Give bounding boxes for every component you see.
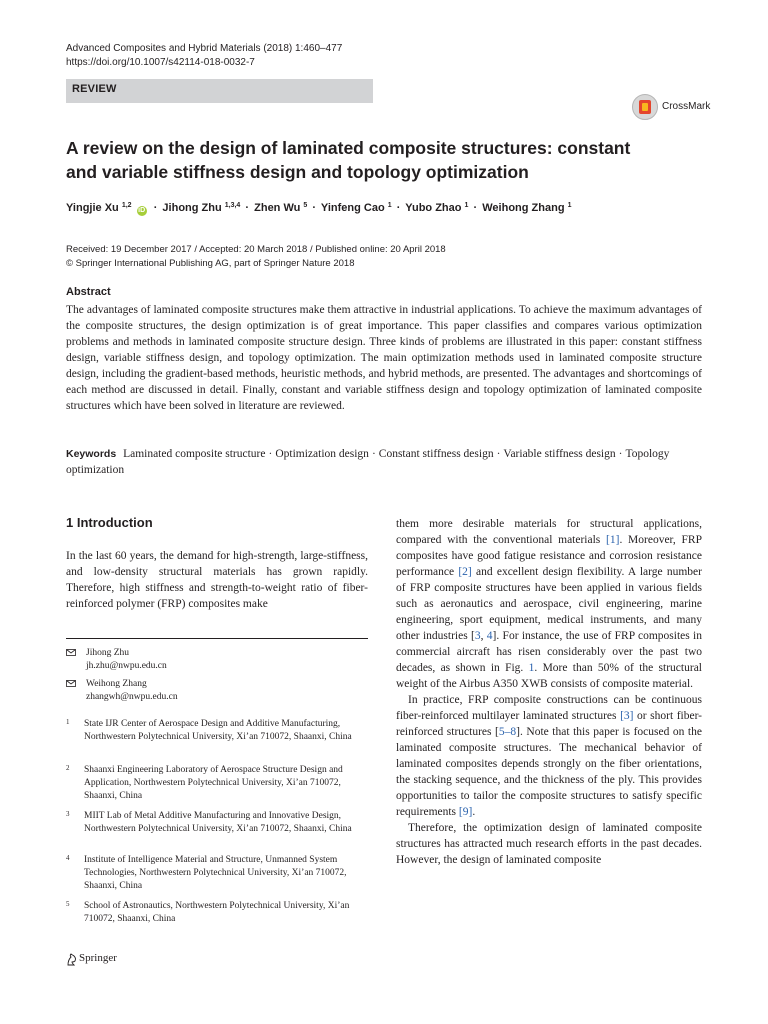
crossmark-icon xyxy=(632,94,658,120)
affiliation xyxy=(66,810,368,836)
envelope-icon xyxy=(66,649,76,656)
affiliation-text: Shaanxi Engineering Laboratory of Aerospace Structure Design and Application, Northwestern Polytechnical University, Xi’an 710072, Shaanxi, China xyxy=(84,765,343,801)
keyword: Laminated composite structure xyxy=(123,448,266,460)
keyword: Variable stiffness design xyxy=(503,448,616,460)
journal-header xyxy=(66,42,342,70)
intro-paragraph: them more desirable materials for structural applications, compared with the conventional materials [1]. Moreover, FRP composites have good fatigue resistance and corrosion resistance performance [2] and excellent design flexibility. A large number of FRP composite structures have been applied in various fields such as aeronautics and aerospace, civil engineering, marine engineering, sport equipment, medical instruments, and many other industries [3, 4]. For instance, the use of FRP composites in commercial aircraft has risen considerably over the past two decades, as shown in Fig. 1. More than 50% of the structural weight of the Airbus A350 XWB consists of composite material. xyxy=(396,518,703,690)
affiliation-text: School of Astronautics, Northwestern Polytechnical University, Xi’an 710072, Shaanxi, China xyxy=(84,901,350,924)
keyword: Optimization design xyxy=(275,448,369,460)
publisher-name: Springer xyxy=(79,952,117,964)
intro-paragraph: In practice, FRP composite constructions can be continuous fiber-reinforced multilayer laminated structures [3] or short fiber-reinforced structures [5–8]. Note that this paper is focused on the laminated composite structures. The mechanical behavior of laminated composites depends strongly on the fiber orientations, the stacking sequence, and the thickness of the ply. This provides opportunities to tailor the composite structures to satisfy specific requirements [9]. xyxy=(396,694,703,818)
keyword: Constant stiffness design xyxy=(378,448,494,460)
author-name[interactable]: Weihong Zhang xyxy=(482,202,565,214)
affiliation-number: 5 xyxy=(66,900,70,908)
author-name[interactable]: Yinfeng Cao xyxy=(320,202,385,214)
corresponding-author xyxy=(66,647,167,673)
history-dates: Received: 19 December 2017 / Accepted: 20 March 2018 / Published online: 20 April 2018 xyxy=(66,244,446,255)
author-affiliation-sup: 1 xyxy=(464,202,469,209)
affiliation-number: 4 xyxy=(66,854,70,862)
corresponding-author-name: Weihong Zhang xyxy=(86,679,147,689)
affiliation xyxy=(66,718,368,744)
article-type-label: REVIEW xyxy=(72,83,117,95)
author-affiliation-sup: 5 xyxy=(303,202,308,209)
abstract-text: The advantages of laminated composite structures make them attractive in industrial applications. To achieve the maximum advantages of the composite structures, the design optimization is of great importance. This paper classifies and compares various optimization problems and methods in laminated composite structure design. Three kinds of problems are illustrated in this paper: constant stiffness design, variable stiffness design, and topology optimization. The main optimization methods used in laminated composite structure design, including the gradient-based methods, heuristic methods, and hybrid methods, are presented. The advantages and shortcomings of each method are discussed in detail. Finally, constant and variable stiffness design and topology optimization of laminated composite structures which have been solved in literature are reviewed. xyxy=(66,304,702,412)
author-name[interactable]: Yingjie Xu xyxy=(66,202,119,214)
intro-paragraph: Therefore, the optimization design of laminated composite structures has attracted much research efforts in the past decades. However, the design of laminated composite xyxy=(396,822,702,866)
citation-link[interactable]: 5–8 xyxy=(498,726,517,738)
author-affiliation-sup: 1 xyxy=(387,202,392,209)
affiliation-number: 3 xyxy=(66,810,70,818)
citation-link[interactable]: [2] xyxy=(458,566,472,578)
orcid-icon[interactable]: iD xyxy=(138,207,146,214)
citation-link[interactable]: 4 xyxy=(486,630,493,642)
publisher-logo xyxy=(66,952,186,968)
corresponding-author xyxy=(66,678,178,704)
crossmark-label: CrossMark xyxy=(662,101,711,112)
affiliation-number: 1 xyxy=(66,718,70,726)
figure-link[interactable]: 1 xyxy=(528,662,535,674)
citation-link[interactable]: [3] xyxy=(620,710,634,722)
affiliation-text: Institute of Intelligence Material and Structure, Unmanned System Technologies, Northwestern Polytechnical University, Xi’an 710072, Shaanxi, China xyxy=(84,855,347,891)
title-line-1: A review on the design of laminated composite structures: constant xyxy=(66,138,631,158)
publication-dates xyxy=(66,243,446,271)
crossmark-badge[interactable] xyxy=(632,94,738,122)
citation-link[interactable]: [1] xyxy=(606,534,620,546)
keywords: Keywords Laminated composite structure · Optimization design · Constant stiffness design · Variable stiffness design · Topology optimization xyxy=(66,448,670,476)
affiliation-text: State IJR Center of Aerospace Design and Additive Manufacturing, Northwestern Polytechnical University, Xi’an 710072, Shaanxi, China xyxy=(84,719,352,742)
corresponding-author-name: Jihong Zhu xyxy=(86,648,130,658)
author-name[interactable]: Jihong Zhu xyxy=(162,202,222,214)
citation-link[interactable]: 3 xyxy=(474,630,481,642)
author-name[interactable]: Zhen Wu xyxy=(254,202,301,214)
author-affiliation-sup: 1,2 xyxy=(121,202,132,209)
affiliation-text: MIIT Lab of Metal Additive Manufacturing and Innovative Design, Northwestern Polytechnical University, Xi’an 710072, Shaanxi, China xyxy=(84,811,352,834)
author-affiliation-sup: 1,3,4 xyxy=(224,202,241,209)
section-heading-introduction: 1 Introduction xyxy=(66,515,153,530)
corresponding-author-email[interactable]: zhangwh@nwpu.edu.cn xyxy=(86,692,178,702)
affiliation xyxy=(66,764,368,803)
author-list: Yingjie Xu $^{1,2}$ iD · Jihong Zhu $^{1,3,4}$ · Zhen Wu $^5$ · Yinfeng Cao $^1$ · Yubo Zhao $^1$ · Weihong Zhang $^1$ xyxy=(66,202,572,214)
keyword: Topology optimization xyxy=(66,448,670,476)
affiliation-number: 2 xyxy=(66,764,70,772)
doi-link[interactable]: https://doi.org/10.1007/s42114-018-0032-7 xyxy=(66,57,255,68)
article-title xyxy=(66,136,666,184)
intro-paragraph-left: In the last 60 years, the demand for high-strength, large-stiffness, and low-density structural materials has grown rapidly. Therefore, high stiffness and strength-to-weight ratio of fiber-reinforced polymer (FRP) composites make xyxy=(66,550,368,610)
author-affiliation-sup: 1 xyxy=(567,202,572,209)
keywords-label: Keywords xyxy=(66,448,117,460)
footnote-divider xyxy=(66,638,368,639)
abstract-heading: Abstract xyxy=(66,286,111,298)
journal-citation: Advanced Composites and Hybrid Materials (2018) 1:460–477 xyxy=(66,43,343,54)
affiliation xyxy=(66,854,368,893)
author-name[interactable]: Yubo Zhao xyxy=(405,202,462,214)
springer-horse-icon xyxy=(66,953,77,966)
intro-column-right xyxy=(396,516,702,868)
corresponding-author-email[interactable]: jh.zhu@nwpu.edu.cn xyxy=(86,661,167,671)
citation-link[interactable]: [9] xyxy=(458,806,473,818)
copyright-notice: © Springer International Publishing AG, part of Springer Nature 2018 xyxy=(66,258,355,269)
article-type-band xyxy=(66,79,373,103)
affiliation xyxy=(66,900,368,926)
envelope-icon xyxy=(66,680,76,687)
title-line-2: and variable stiffness design and topology optimization xyxy=(66,162,529,182)
